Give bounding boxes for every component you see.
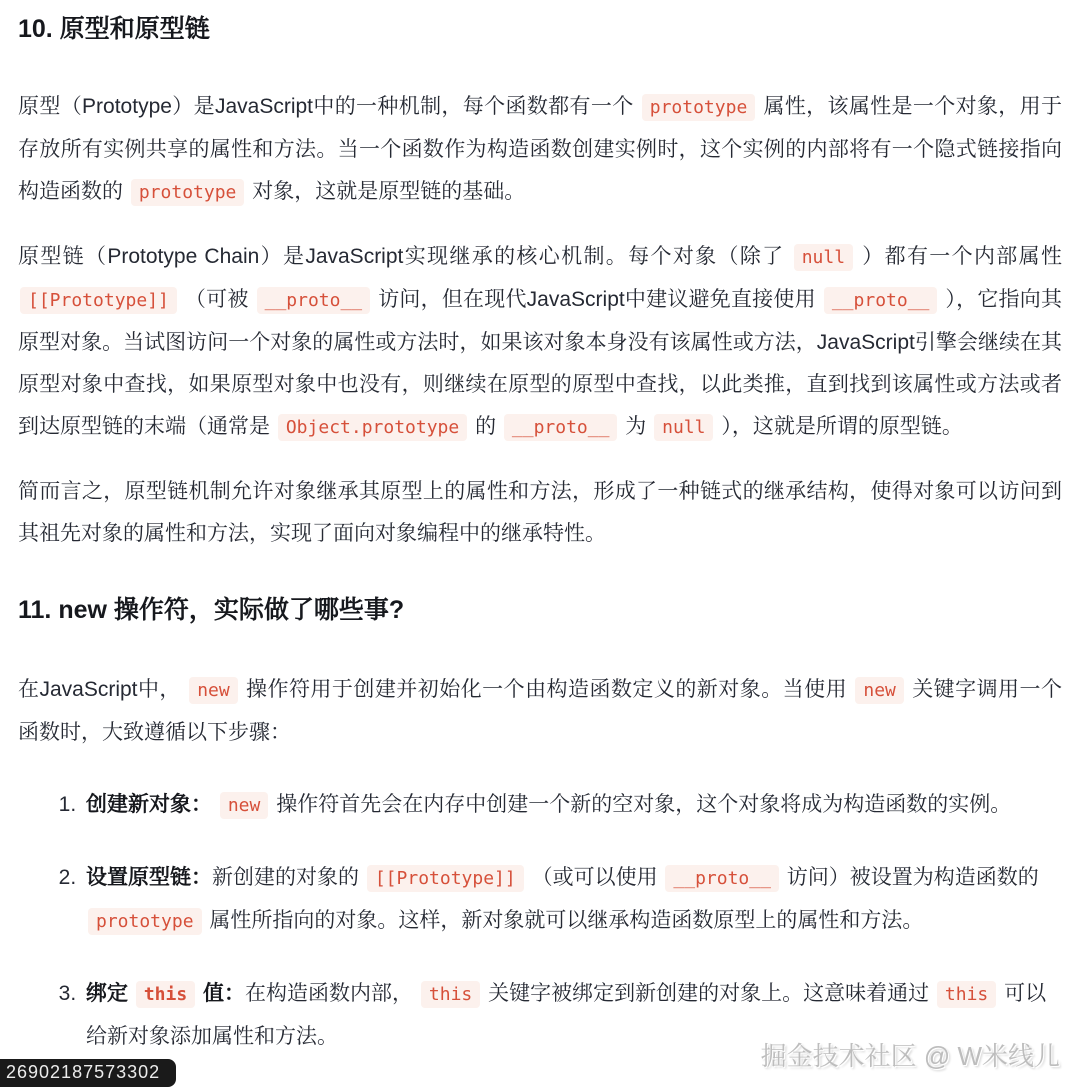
inline-code: __proto__	[824, 287, 938, 314]
inline-code: prototype	[88, 908, 202, 935]
inline-code: prototype	[131, 179, 245, 206]
inline-code: this	[937, 981, 996, 1008]
inline-code: [[Prototype]]	[20, 287, 177, 314]
inline-code: this	[421, 981, 480, 1008]
section-heading-new-operator: 11. new 操作符，实际做了哪些事?	[18, 596, 405, 624]
inline-code: this	[136, 981, 195, 1008]
list-item-bind-this: 3. 绑定 this 值：在构造函数内部， this 关键字被绑定到新创建的对象上。这意味着通过 this 可以给新对象添加属性和方法。	[82, 973, 1062, 1058]
inline-code: new	[189, 677, 238, 704]
bold-text: 值：	[197, 982, 246, 1005]
community-watermark: 掘金技术社区 @ W米线儿	[760, 1041, 1060, 1071]
inline-code: null	[794, 244, 853, 271]
bold-text: 设置原型链：	[86, 866, 212, 889]
paragraph-prototype-intro: 原型（Prototype）是JavaScript中的一种机制，每个函数都有一个 prototype 属性，该属性是一个对象，用于存放所有实例共享的属性和方法。当一个函数作为构造函数创建实例时，这个实例的内部将有一个隐式链接指向构造函数的 prototype 对象，这就是原型链的基础。	[18, 86, 1062, 214]
list-item-set-prototype-chain: 2. 设置原型链：新创建的对象的 [[Prototype]] （或可以使用 __proto__ 访问）被设置为构造函数的 prototype 属性所指向的对象。这样，新对象就可以继承构造函数原型上的属性和方法。	[82, 857, 1062, 943]
id-number-badge: 26902187573302	[0, 1059, 176, 1087]
new-operator-steps-list	[18, 784, 1062, 1058]
inline-code: __proto__	[504, 414, 618, 441]
inline-code: new	[220, 792, 269, 819]
section-heading-prototype: 10. 原型和原型链	[18, 15, 210, 43]
inline-code: [[Prototype]]	[367, 865, 524, 892]
inline-code: Object.prototype	[278, 414, 467, 441]
list-item-create-object: 1. 创建新对象： new 操作符首先会在内存中创建一个新的空对象，这个对象将成为构造函数的实例。	[82, 784, 1062, 827]
bold-text: 创建新对象：	[86, 793, 212, 816]
inline-code: prototype	[642, 94, 756, 121]
paragraph-prototype-chain: 原型链（Prototype Chain）是JavaScript实现继承的核心机制。每个对象（除了 null ）都有一个内部属性 [[Prototype]] （可被 __proto__ 访问，但在现代JavaScript中建议避免直接使用 __proto__ ），它指向其原型对象。当试图访问一个对象的属性或方法时，如果该对象本身没有该属性或方法，JavaScript引擎会继续在其原型对象中查找，如果原型对象中也没有，则继续在原型的原型中查找，以此类推，直到找到该属性或方法或者到达原型链的末端（通常是 Object.prototype 的 __proto__ 为 null ），这就是所谓的原型链。	[18, 236, 1062, 449]
inline-code: __proto__	[665, 865, 779, 892]
bold-text	[134, 982, 197, 1005]
bold-text: 绑定	[86, 982, 134, 1005]
inline-code: __proto__	[257, 287, 371, 314]
paragraph-new-operator-intro: 在JavaScript中， new 操作符用于创建并初始化一个由构造函数定义的新对象。当使用 new 关键字调用一个函数时，大致遵循以下步骤：	[18, 678, 1062, 744]
paragraph-prototype-summary: 简而言之，原型链机制允许对象继承其原型上的属性和方法，形成了一种链式的继承结构，使得对象可以访问到其祖先对象的属性和方法，实现了面向对象编程中的继承特性。	[18, 480, 1062, 545]
inline-code: null	[654, 414, 713, 441]
inline-code: new	[855, 677, 904, 704]
